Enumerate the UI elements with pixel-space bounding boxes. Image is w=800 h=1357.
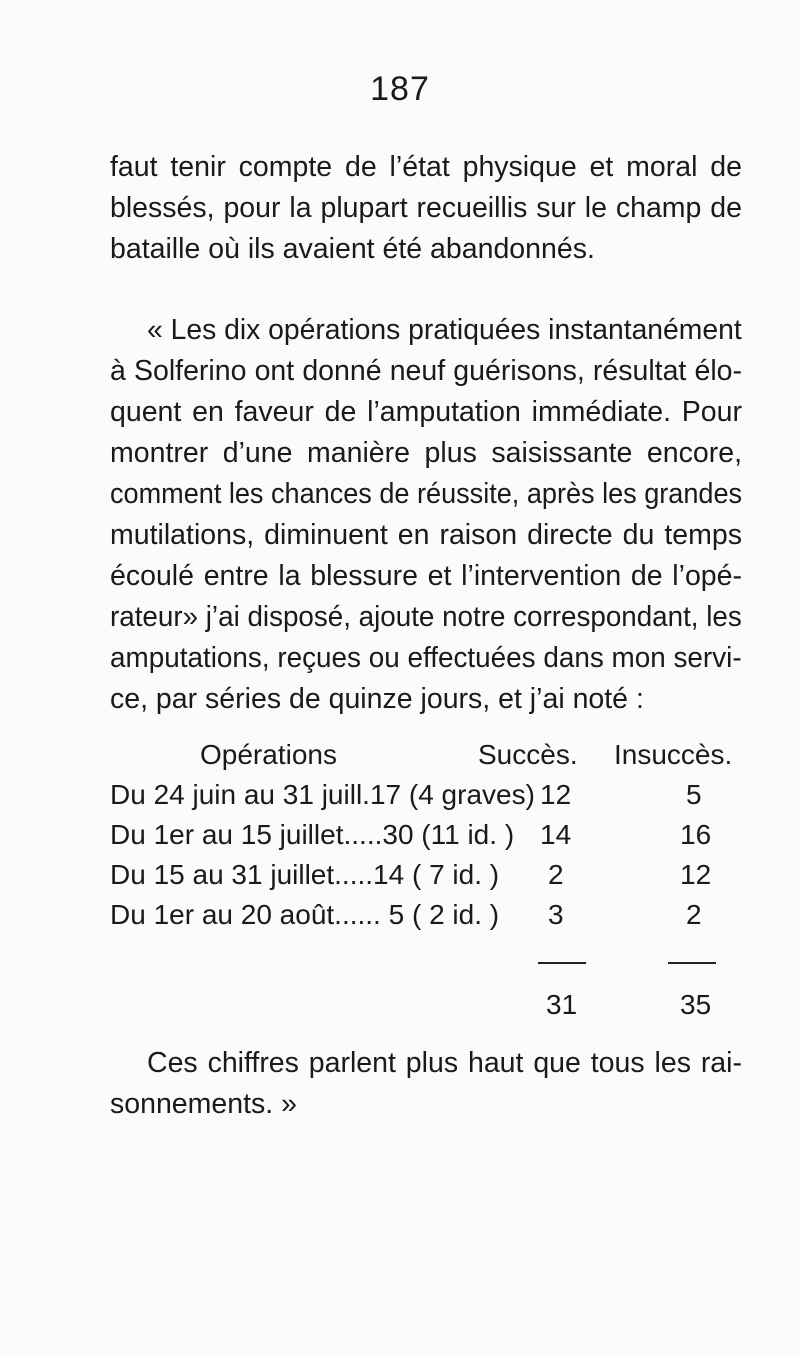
row-label: Du 1er au 20 août...... 5 ( 2 id. ) [110, 899, 500, 930]
row-insucces: 2 [686, 899, 702, 930]
header-insucces: Insuccès. [614, 739, 733, 770]
total-succes: 31 [546, 989, 578, 1020]
text-line: sonnements. » [110, 1088, 297, 1120]
row-succes: 2 [548, 859, 564, 890]
row-succes: 3 [548, 899, 564, 930]
text-line: à Solferino ont donné neuf guérisons, résultat élo- [110, 355, 742, 387]
row-insucces: 12 [680, 859, 712, 890]
text-line: blessés, pour la plupart recueillis sur le champ de [110, 192, 742, 224]
row-insucces: 16 [680, 819, 712, 850]
header-succes: Succès. [478, 739, 578, 770]
text-line: écoulé entre la blessure et l’intervention de l’opé- [110, 560, 742, 592]
text-line: ce, par séries de quinze jours, et j’ai noté : [110, 683, 644, 715]
row-insucces: 5 [686, 779, 702, 810]
text-line: montrer d’une manière plus saisissante encore, [110, 437, 742, 469]
text-line: « Les dix opérations pratiquées instantanément [147, 314, 742, 346]
text-line: rateur» j’ai disposé, ajoute notre correspondant, les [110, 601, 742, 633]
row-label: Du 1er au 15 juillet.....30 (11 id. ) [110, 819, 515, 850]
total-insucces: 35 [680, 989, 712, 1020]
row-succes: 12 [540, 779, 572, 810]
row-label: Du 24 juin au 31 juill.17 (4 graves) [110, 779, 535, 810]
text-line: quent en faveur de l’amputation immédiate. Pour [110, 396, 742, 428]
row-label: Du 15 au 31 juillet.....14 ( 7 id. ) [110, 859, 500, 890]
text-line: mutilations, diminuent en raison directe du temps [110, 519, 742, 551]
header-operations: Opérations [200, 739, 337, 770]
text-line: bataille où ils avaient été abandonnés. [110, 233, 595, 265]
text-line: amputations, reçues ou effectuées dans mon servi- [110, 642, 742, 674]
text-line: faut tenir compte de l’état physique et moral de [110, 151, 742, 183]
page-number: 187 [370, 70, 430, 108]
total-rule-succes [538, 962, 586, 964]
total-rule-insucces [668, 962, 716, 964]
text-line: comment les chances de réussite, après les grandes [110, 478, 743, 510]
text-line: Ces chiffres parlent plus haut que tous les rai- [147, 1047, 742, 1079]
row-succes: 14 [540, 819, 572, 850]
